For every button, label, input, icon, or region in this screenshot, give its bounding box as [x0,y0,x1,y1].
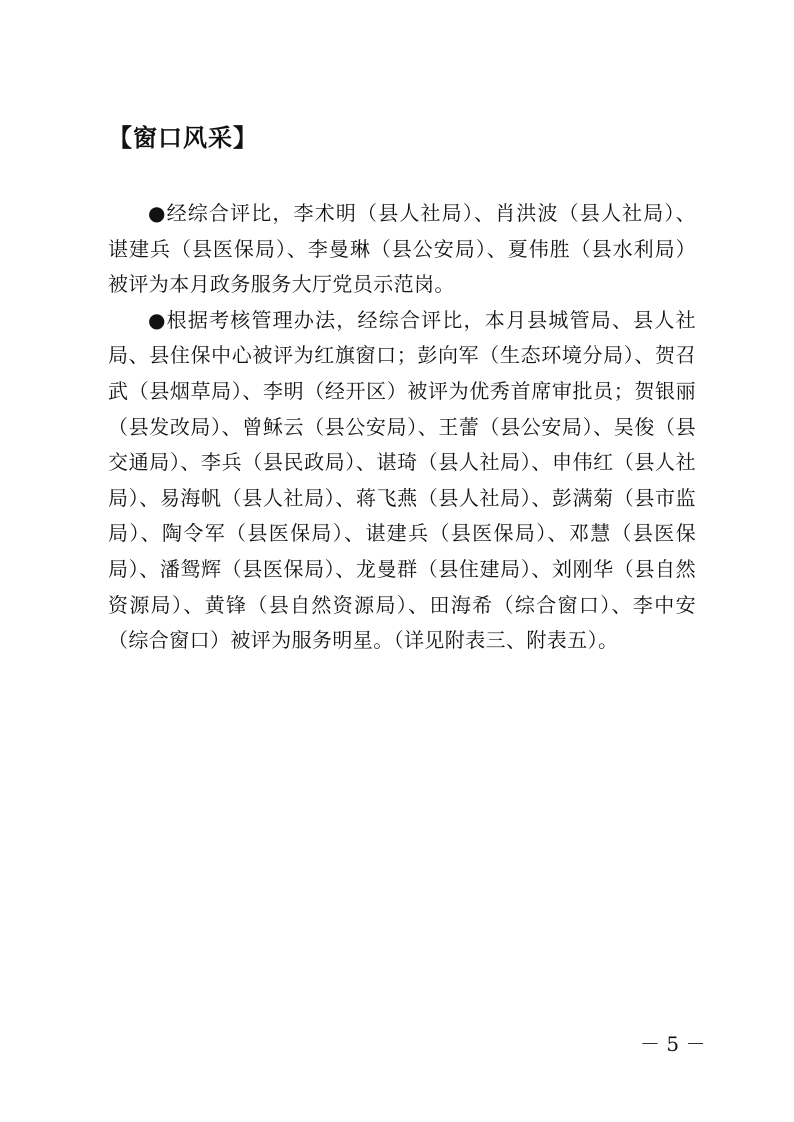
section-title: 【窗口风采】 [108,124,258,152]
page-number: － 5 － [640,1032,706,1056]
paragraph-party-member-demo-posts: ●经综合评比，李术明（县人社局）、肖洪波（县人社局）、谌建兵（县医保局）、李曼琳（县公安局）、夏伟胜（县水利局）被评为本月政务服务大厅党员示范岗。 [108,201,696,297]
paragraph-red-flag-windows-and-service-stars: ●根据考核管理办法，经综合评比，本月县城管局、县人社局、县住保中心被评为红旗窗口；彭向军（生态环境分局）、贺召武（县烟草局）、李明（经开区）被评为优秀首席审批员；贺银丽（县发改局）、曾稣云（县公安局）、王蕾（县公安局）、吴俊（县交通局）、李兵（县民政局）、谌琦（县人社局）、申伟红（县人社局）、易海帆（县人社局）、蒋飞燕（县人社局）、彭满菊（县市监局）、陶令军（县医保局）、谌建兵（县医保局）、邓慧（县医保局）、潘鸳辉（县医保局）、龙曼群（县住建局）、刘刚华（县自然资源局）、黄锋（县自然资源局）、田海希（综合窗口）、李中安（综合窗口）被评为服务明星。（详见附表三、附表五）。 [108,307,696,653]
body-text [108,196,696,659]
